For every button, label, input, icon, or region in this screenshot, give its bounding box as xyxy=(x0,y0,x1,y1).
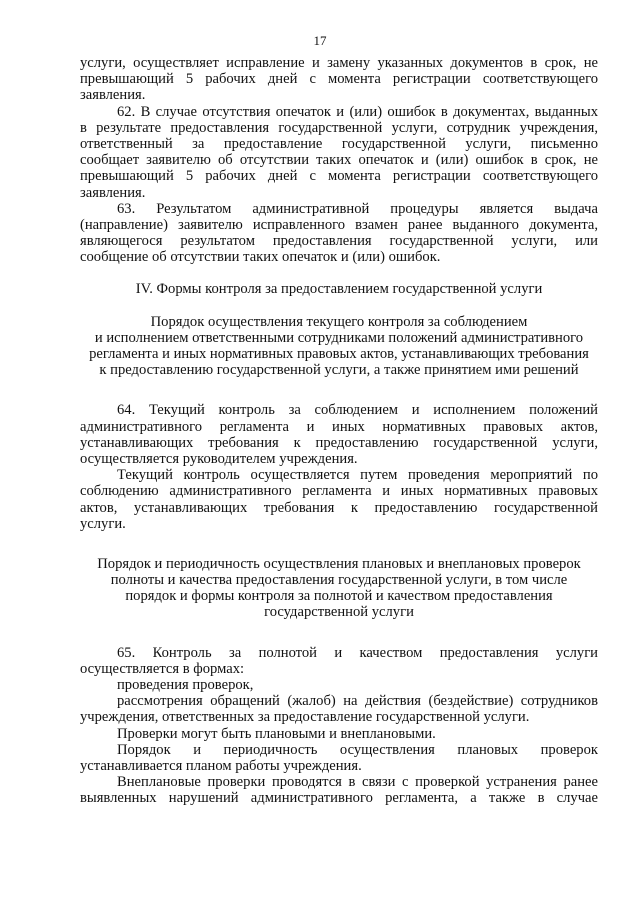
paragraph-64 xyxy=(80,402,598,467)
paragraph-continuation xyxy=(80,55,598,104)
text-line: сообщает заявителю об отсутствии таких опечаток и (или) ошибок в срок, не xyxy=(80,152,598,169)
text-line: осуществляется в формах: xyxy=(80,660,245,677)
text-line: выявленных нарушений административного регламента, а также в случае xyxy=(80,790,598,807)
text-line: являющегося результатом предоставления государственной услуги, или xyxy=(80,233,598,250)
text-line: устанавливается планом работы учреждения. xyxy=(80,757,362,774)
paragraph-63 xyxy=(80,201,598,266)
text-line: административного регламента и иных нормативных правовых актов, xyxy=(80,418,598,435)
paragraph-65-item-1 xyxy=(80,677,598,693)
text-line: услуги, осуществляет исправление и замену указанных документов в срок, не xyxy=(80,55,598,71)
text-line: превышающий 5 рабочих дней с момента регистрации соответствующего xyxy=(80,71,598,88)
text-line: превышающий 5 рабочих дней с момента регистрации соответствующего xyxy=(80,168,598,185)
text-line: (направление) заявителю исправленного взамен ранее выданного документа, xyxy=(80,216,598,233)
text-line: актов, устанавливающих требования к предоставлению государственной xyxy=(80,499,598,516)
document-body xyxy=(80,55,598,807)
heading-line: к предоставлению государственной услуги, а также принятием ими решений xyxy=(99,362,579,379)
spacer xyxy=(80,532,598,556)
text-line: учреждения, ответственных за предоставление государственной услуги. xyxy=(80,709,530,726)
heading-line: Порядок и периодичность осуществления плановых и внеплановых проверок xyxy=(97,555,581,572)
heading-line: порядок и формы контроля за полнотой и качеством предоставления xyxy=(125,588,553,605)
spacer xyxy=(80,621,598,645)
text-line: рассмотрения обращений (жалоб) на действия (бездействие) сотрудников xyxy=(117,693,598,710)
text-line: Проверки могут быть плановыми и внеплановыми. xyxy=(117,725,436,742)
heading-line: полноты и качества предоставления государственной услуги, в том числе xyxy=(110,572,568,589)
text-line: 63. Результатом административной процедуры является выдача xyxy=(117,200,598,217)
spacer xyxy=(80,378,598,402)
text-line: Порядок и периодичность осуществления плановых проверок xyxy=(117,741,598,758)
paragraph-64b xyxy=(80,467,598,532)
heading-line: регламента и иных нормативных правовых актов, устанавливающих требования xyxy=(89,346,589,362)
text-line: 62. В случае отсутствия опечаток и (или) ошибок в документах, выданных xyxy=(117,103,598,120)
heading-line: и исполнением ответственными сотрудниками положений административного xyxy=(94,329,584,346)
paragraph-65-planned xyxy=(80,742,598,774)
subheading-inspections xyxy=(80,556,598,621)
text-line: заявления. xyxy=(80,87,146,104)
paragraph-65-item-2 xyxy=(80,693,598,725)
paragraph-65-checks xyxy=(80,726,598,742)
text-line: соблюдению административного регламента и иных нормативных правовых xyxy=(80,483,598,500)
section-heading xyxy=(80,281,598,297)
text-line: осуществляется руководителем учреждения. xyxy=(80,450,358,467)
text-line: услуги. xyxy=(80,515,126,532)
text-line: устанавливающих требования к предоставлению государственной услуги, xyxy=(80,434,598,451)
spacer xyxy=(80,298,598,314)
spacer xyxy=(80,265,598,281)
text-line: Текущий контроль осуществляется путем проведения мероприятий по xyxy=(117,467,598,484)
subheading-current-control xyxy=(80,314,598,379)
heading-line: Порядок осуществления текущего контроля за соблюдением xyxy=(150,313,528,330)
text-line: сообщение об отсутствии таких опечаток и (или) ошибок. xyxy=(80,249,441,266)
paragraph-62 xyxy=(80,104,598,201)
heading-line: государственной услуги xyxy=(264,604,414,621)
page-number: 17 xyxy=(313,33,327,48)
paragraph-65-unplanned xyxy=(80,774,598,806)
text-line: заявления. xyxy=(80,184,146,201)
text-line: проведения проверок, xyxy=(117,677,254,693)
text-line: Внеплановые проверки проводятся в связи с проверкой устранения ранее xyxy=(117,774,598,791)
paragraph-65 xyxy=(80,645,598,677)
text-line: 64. Текущий контроль за соблюдением и исполнением положений xyxy=(117,402,598,419)
heading-line: IV. Формы контроля за предоставлением государственной услуги xyxy=(135,281,543,298)
text-line: ответственный за предоставление государственной услуги, письменно xyxy=(80,135,598,152)
text-line: в результате предоставления государственной услуги, сотрудник учреждения, xyxy=(80,119,598,136)
text-line: 65. Контроль за полнотой и качеством предоставления услуги xyxy=(117,644,598,661)
